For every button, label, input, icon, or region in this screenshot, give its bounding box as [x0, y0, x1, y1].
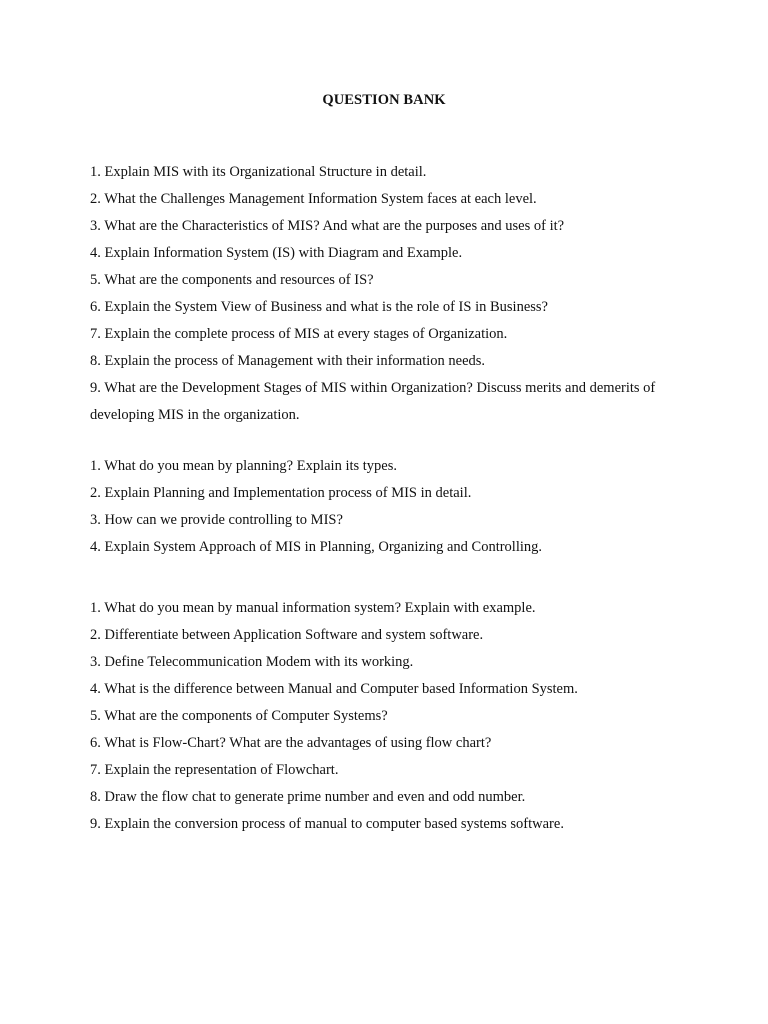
- question-item: 4. What is the difference between Manual and Computer based Information System.: [90, 681, 578, 697]
- question-item: 3. What are the Characteristics of MIS? And what are the purposes and uses of it?: [90, 218, 565, 234]
- question-item: 7. Explain the representation of Flowchart.: [90, 762, 339, 778]
- question-section-2: [90, 453, 680, 561]
- question-item: 2. Explain Planning and Implementation process of MIS in detail.: [90, 485, 472, 501]
- question-item: 6. What is Flow-Chart? What are the advantages of using flow chart?: [90, 735, 492, 751]
- question-item: 7. Explain the complete process of MIS at every stages of Organization.: [90, 326, 508, 342]
- question-section-1: [90, 159, 680, 429]
- question-item: 4. Explain System Approach of MIS in Planning, Organizing and Controlling.: [90, 539, 543, 555]
- question-item: 8. Explain the process of Management with their information needs.: [90, 353, 486, 369]
- question-item: 8. Draw the flow chat to generate prime number and even and odd number.: [90, 789, 526, 805]
- question-item: 4. Explain Information System (IS) with Diagram and Example.: [90, 245, 463, 261]
- question-item: 1. What do you mean by manual information system? Explain with example.: [90, 600, 536, 616]
- question-item: 1. Explain MIS with its Organizational Structure in detail.: [90, 164, 427, 180]
- question-item: 5. What are the components and resources of IS?: [90, 272, 374, 288]
- question-item: 3. Define Telecommunication Modem with its working.: [90, 654, 414, 670]
- question-item: 5. What are the components of Computer Systems?: [90, 708, 388, 724]
- question-item: 9. What are the Development Stages of MIS within Organization? Discuss merits and demerits of developing MIS in the organization.: [90, 380, 656, 423]
- question-item: 9. Explain the conversion process of manual to computer based systems software.: [90, 816, 564, 832]
- question-item: 3. How can we provide controlling to MIS?: [90, 512, 343, 528]
- question-item: 2. Differentiate between Application Software and system software.: [90, 627, 484, 643]
- question-item: 2. What the Challenges Management Information System faces at each level.: [90, 191, 537, 207]
- question-item: 1. What do you mean by planning? Explain its types.: [90, 458, 397, 474]
- question-item: 6. Explain the System View of Business and what is the role of IS in Business?: [90, 299, 548, 315]
- question-section-3: [90, 595, 680, 838]
- document-title: QUESTION BANK: [322, 92, 446, 108]
